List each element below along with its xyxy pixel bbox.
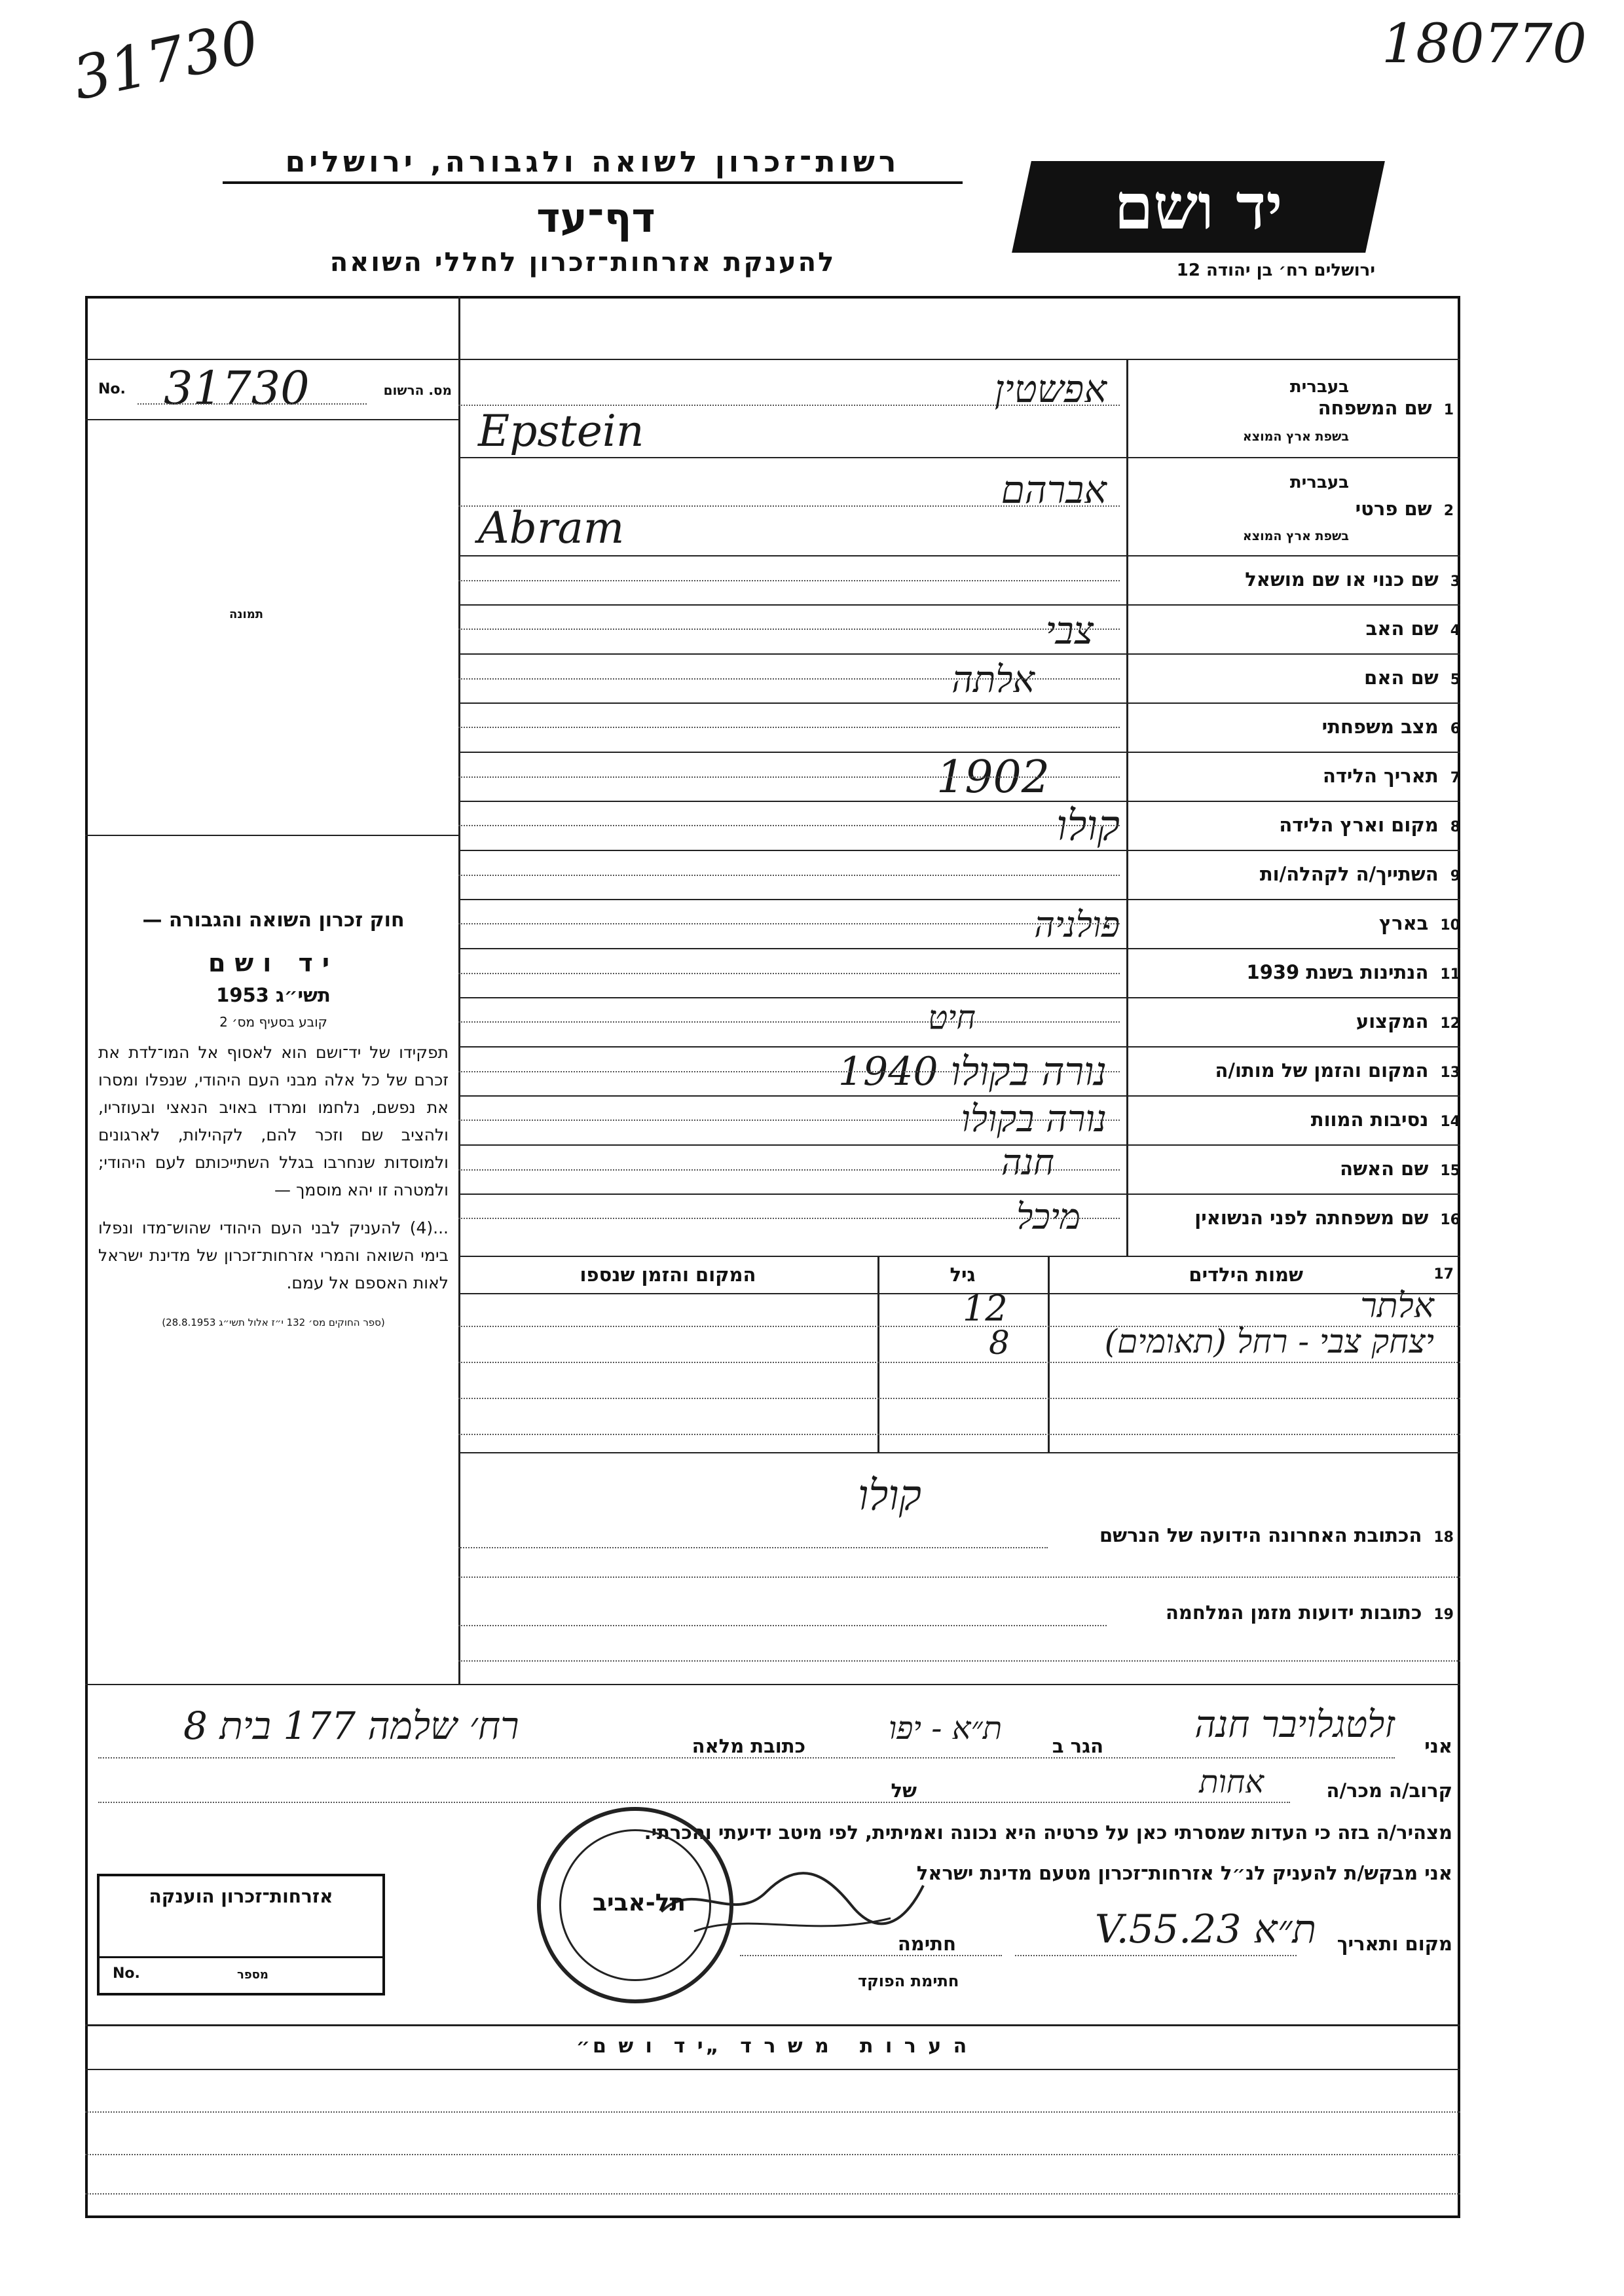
field-label: שם כנוי או שם מושאל [1245,568,1439,591]
field-label: הנתינות בשנת 1939 [1246,961,1429,983]
form-title: דף־עד [536,194,655,242]
child-age-value[interactable]: 12 [963,1288,1008,1329]
field-father-name: 4שם האב צבי [1045,608,1460,653]
field-country: 10בארץ פולניה [1034,904,1460,945]
field-label: הכתובת האחרונה הידועה של הנרשם [1099,1524,1422,1546]
law-title: חוק זכרון השואה והגבורה — [142,909,405,932]
birth-place-value[interactable]: קולו [1056,802,1120,850]
declarant-city-value[interactable]: ת״א - יפו [888,1710,1002,1747]
field-label: נסיבות המוות [1310,1108,1429,1131]
field-birth-place: 8מקום וארץ הלידה קולו [1056,802,1460,850]
signature-label: חתימה [897,1933,956,1955]
field-label: שם האשה [1340,1157,1429,1180]
wife-maiden-name-value[interactable]: מיכל [1016,1196,1080,1237]
full-address-label: כתובת מלאה [692,1735,805,1757]
stamp-city-text: תל-אביב [592,1889,686,1916]
law-clause: קובע בסעיף מס׳ 2 [219,1014,327,1030]
first-name-origin-value[interactable]: Abram [478,503,625,553]
declaration-statement-2: אני מבקש/ת להעניק לנ״ל אזרחות־זכרון מטעם מדינת ישראל [916,1862,1452,1884]
first-name-hebrew-value[interactable]: אברהם [1001,467,1107,512]
field-death-place-time: 13המקום והזמן של מותו/ה נורה בקולו 1940 [838,1049,1460,1095]
field-wife-name: 15שם האשה חנה [1001,1142,1460,1183]
law-section [98,909,449,1328]
official-round-stamp [537,1807,733,2003]
children-header-names: 17 שמות הילדים [1189,1264,1454,1286]
profession-value[interactable]: חיט [928,998,976,1036]
field-label: תאריך הלידה [1322,765,1439,787]
relation-value[interactable]: אחות [1199,1764,1264,1800]
registration-no-label: No. [98,381,126,397]
child-name-value[interactable]: אלתר [1360,1286,1434,1326]
father-name-value[interactable]: צבי [1045,608,1094,653]
sublabel-origin-lang: בשפת ארץ המוצא [1242,529,1349,543]
field-wartime-addresses: 19כתובות ידועות מזמן המלחמה [458,1578,1460,1683]
resides-in-label: הגר ב [1052,1735,1103,1757]
declaration-statement-1: מצהיר/ה בזה כי העדות שמסרתי כאן על פרטיה היא נכונה ואמיתית, לפי מיטב ידיעתי והכרתי. [644,1821,1452,1844]
place-date-label: מקום ותאריך [1337,1933,1452,1955]
declaration-line-2 [85,1764,1460,1808]
field-label: כתובות ידועות מזמן המלחמה [1166,1601,1422,1624]
country-value[interactable]: פולניה [1034,904,1120,945]
declarant-address-value[interactable]: רח׳ שלמה 177 בית 8 [183,1704,519,1748]
field-first-name: 2שם פרטי בעברית בשפת ארץ המוצא אברהם Abram [458,457,1460,555]
field-label: מצב משפחתי [1321,716,1439,738]
sublabel-hebrew: בעברית [1289,377,1349,397]
sublabel-origin-lang: בשפת ארץ המוצא [1242,429,1349,444]
birth-date-value[interactable]: 1902 [936,752,1050,803]
field-label: השתייך/ה לקהלה/ות [1259,863,1439,885]
children-header-age: גיל [950,1264,976,1286]
field-label: שם משפחתה לפני הנשואין [1194,1207,1429,1229]
registration-number-value[interactable]: 31730 [164,361,310,415]
law-paragraph-2: ...(4) להעניק לבני העם היהודי שהוש־מדו ונפלו בימי השואה והמרי אזרחות־זכרון של מדינת ישראל לאות האספם אל עמם. [98,1218,449,1292]
declaration-line-1 [85,1704,1460,1762]
box-number-label: מספר [237,1968,268,1982]
law-year: תשי״ג 1953 [216,984,331,1006]
office-notes-title: ה ע ר ו ת מ ש ר ד „י ד ו ש ם״ [576,2035,970,2058]
field-label: בארץ [1378,912,1429,934]
children-rows [458,1286,1460,1453]
children-header-place: המקום והזמן שנספו [580,1264,756,1286]
field-nickname: 3שם כנוי או שם מושאל [1245,568,1460,591]
law-footnote: (ספר החוקים מס׳ 132 י״ז אלול תשי״ג 28.8.1953) [162,1317,385,1328]
field-label: שם האם [1364,666,1439,689]
official-signature-label: חתימת הפוקד [858,1972,959,1990]
memorial-citizenship-box [97,1874,385,1995]
child-age-value[interactable]: 8 [989,1324,1010,1362]
field-label: המקצוע [1356,1010,1429,1032]
field-birth-date: 7תאריך הלידה 1902 [936,752,1460,803]
field-label: שם האב [1365,617,1439,640]
place-date-value[interactable]: ת״א 23.V.55 [1094,1906,1316,1952]
logo-address: ירושלים רח׳ בן יהודה 12 [1176,261,1375,280]
of-label: של [891,1779,917,1802]
top-right-handwritten-number: 180770 [1382,13,1587,75]
field-citizenship-1939: 11הנתינות בשנת 1939 [1246,961,1460,983]
field-family-name: 1שם המשפחה בעברית בשפת ארץ המוצא אפשטין Epstein [458,359,1460,457]
relative-label: קרוב/ה מכר/ה [1326,1779,1452,1802]
logo-text: יד ושם [1114,170,1283,244]
registration-label: מס. הרשום [383,382,452,398]
top-left-handwritten-number: 31730 [67,7,265,114]
children-col-names-label: שמות הילדים [1189,1264,1303,1286]
registration-row [98,361,452,415]
yad-vashem-logo [1012,161,1385,253]
form-subtitle: להענקת אזרחות־זכרון לחללי השואה [329,247,836,278]
field-death-circumstances: 14נסיבות המוות נורה בקולו [961,1098,1460,1140]
authority-title: רשות־זכרון לשואה ולגבורה, ירושלים [223,145,963,184]
field-marital-status: 6מצב משפחתי [1321,716,1460,738]
fields-section [458,359,1460,1256]
box-title: אזרחות־זכרון הוענקה [149,1886,333,1907]
field-last-address: 18הכתובת האחרונה הידועה של הנרשם קולו [458,1452,1460,1576]
field-community: 9השתייך/ה לקהלה/ות [1259,863,1460,885]
child-name-value[interactable]: יצחק צבי - רחל (תאומים) [1104,1322,1434,1360]
box-no-label: No. [113,1965,140,1982]
field-label: שם פרטי [1355,498,1432,520]
field-label: המקום והזמן של מותו/ה [1215,1059,1429,1082]
field-wife-maiden-name: 16שם משפחתה לפני הנשואין מיכל [1016,1196,1460,1237]
declarant-name-value[interactable]: זלטגלויבר חנה [1194,1704,1395,1746]
death-circumstances-value[interactable]: נורה בקולו [961,1098,1107,1140]
field-mother-name: 5שם האם אלתה [951,659,1460,701]
field-label: שם המשפחה [1318,397,1432,419]
mother-name-value[interactable]: אלתה [951,659,1035,701]
law-paragraph-1: תפקידו של יד־ושם הוא לאסוף אל המו־לדת את זכרם של כל אלה מבני העם היהודי, שנפלו ומסרו את נפשם, נלחמו ומרדו באויב הנאצי ובעוזריו, ולהציב שם וזכר להם, לקהילות, לארגונים ולמוסדות שנחרבו בגלל השתייכותם לעם היהודי; ולמטרה זו יהא מוסמך — [98,1043,449,1199]
wife-name-value[interactable]: חנה [1001,1142,1054,1183]
sublabel-hebrew: בעברית [1289,473,1349,492]
field-profession: 12המקצוע חיט [928,998,1460,1036]
ani-label: אני [1424,1735,1452,1757]
last-address-value[interactable]: קולו [858,1472,921,1520]
family-name-hebrew-value[interactable]: אפשטין [994,367,1107,411]
law-name: יד ושם [208,949,339,977]
death-place-time-value[interactable]: נורה בקולו 1940 [838,1049,1107,1095]
field-label: מקום וארץ הלידה [1279,814,1439,836]
family-name-origin-value[interactable]: Epstein [478,406,644,456]
table-row [458,1322,1460,1365]
photo-area-label: תמונה [229,608,264,621]
